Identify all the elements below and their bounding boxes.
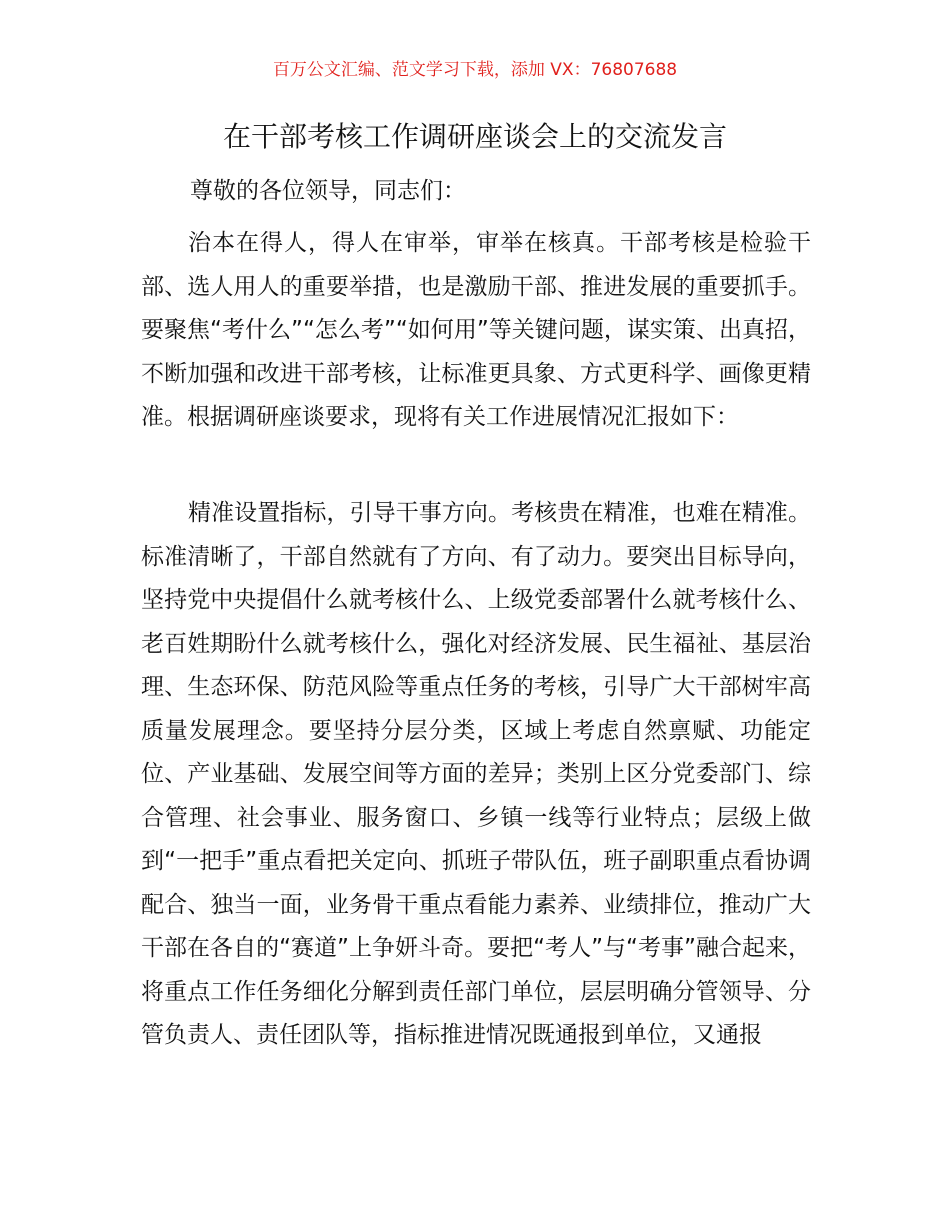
document-title: 在干部考核工作调研座谈会上的交流发言 (222, 120, 727, 153)
paragraph-1: 治本在得人，得人在审举，审举在核真。干部考核是检验干部、选人用人的重要举措，也是激励干部、推进发展的重要抓手。要聚焦“考什么”“怎么考”“如何用”等关键问题，谋实策、出真招，不断加强和改进干部考核，让标准更具象、方式更科学、画像更精准。根据调研座谈要求，现将有关工作进展情况汇报如下： (141, 230, 811, 430)
salutation: 尊敬的各位领导，同志们： (190, 178, 466, 204)
watermark-header: 百万公文汇编、范文学习下载，添加 VX：76807688 (272, 60, 678, 80)
paragraph-2: 精准设置指标，引导干事方向。考核贵在精准，也难在精准。标准清晰了，干部自然就有了方向、有了动力。要突出目标导向，坚持党中央提倡什么就考核什么、上级党委部署什么就考核什么、老百姓期盼什么就考核什么，强化对经济发展、民生福祉、基层治理、生态环保、防范风险等重点任务的考核，引导广大干部树牢高质量发展理念。要坚持分层分类，区域上考虑自然禀赋、功能定位、产业基础、发展空间等方面的差异；类别上区分党委部门、综合管理、社会事业、服务窗口、乡镇一线等行业特点；层级上做到“一把手”重点看把关定向、抓班子带队伍，班子副职重点看协调配合、独当一面，业务骨干重点看能力素养、业绩排位，推动广大干部在各自的“赛道”上争妍斗奇。要把“考人”与“考事”融合起来，将重点工作任务细化分解到责任部门单位，层层明确分管领导、分管负责人、责任团队等，指标推进情况既通报到单位，又通报 (141, 500, 811, 1048)
